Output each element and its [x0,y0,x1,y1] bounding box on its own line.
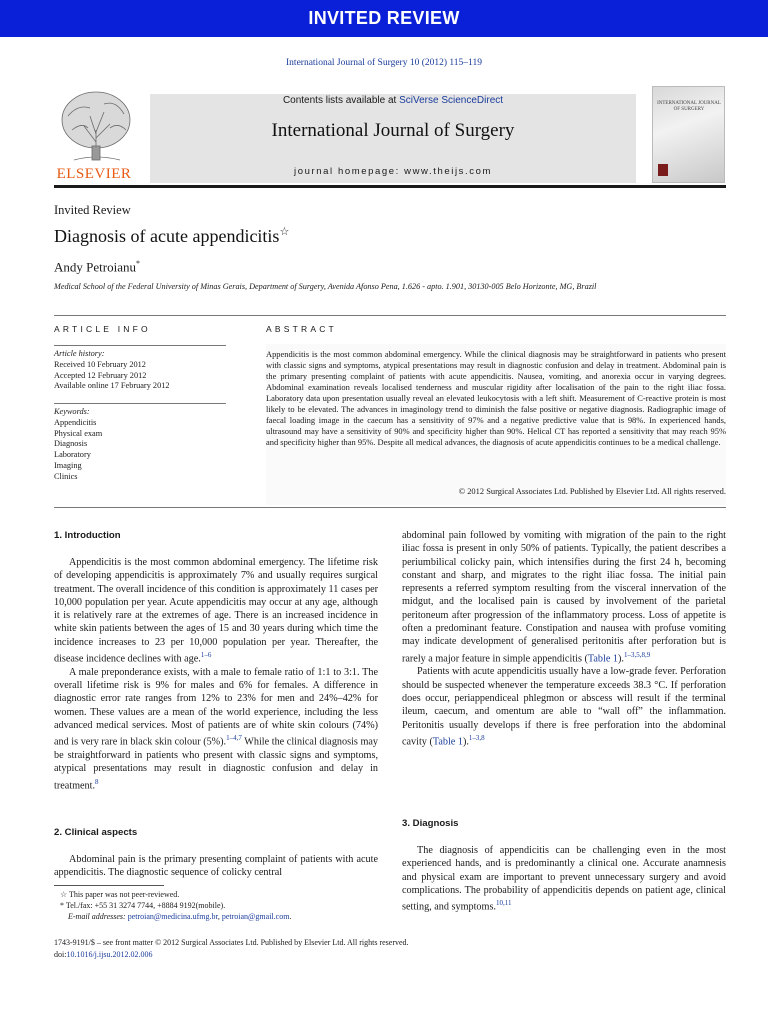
abstract-copyright: © 2012 Surgical Associates Ltd. Published by Elsevier Ltd. All rights reserved. [458,486,726,496]
abstract-heading: ABSTRACT [266,324,337,334]
email-end: . [289,912,292,921]
clinical-paragraph-1: Abdominal pain is the primary presenting complaint of patients with acute appendicitis. The diagnostic sequence of colicky central [54,854,378,879]
journal-title-panel [150,94,636,183]
article-title [54,225,289,247]
author-name: Andy Petroianu [54,259,136,275]
cover-title: INTERNATIONAL JOURNAL OF SURGERY [657,101,721,112]
page-footer [54,937,409,961]
right-p1-text: abdominal pain followed by vomiting with migration of the pain to the right iliac fossa is present in only 50% of patients. Typically, the patient describes a periumbilical colicky pain, which intensifies during the first 24 h, becoming constant and sharp, and migrates to the right iliac fossa. The initial pain represents a referred symptom resulting from the visceral innervation of the midgut, and the localised pain is caused by involvement of the parietal peritoneum after progression of the inflammatory process. Loss of appetite is often a predominant feature. Constipation and nausea with profuse vomiting may indicate development of generalised peritonitis after perforation but is rarely a major feature in simple appendicitis ( [402,530,726,665]
footnote-mark: * [60,901,64,910]
right-paragraph-2 [402,665,726,748]
footnote-peer-review [60,889,291,900]
author-line [54,259,140,275]
author-footnote-mark[interactable]: * [135,259,140,268]
accepted-date: Accepted 12 February 2012 [54,370,147,380]
keyword-item: Appendicitis [54,417,97,427]
keyword-item: Diagnosis [54,439,88,449]
contents-availability [150,95,636,106]
keyword-item: Clinics [54,471,78,481]
diagnosis-heading: 3. Diagnosis [402,818,459,829]
citation-ref[interactable]: 1–3,5,8,9 [623,650,651,659]
footnote-divider [54,885,164,886]
table-1-link[interactable]: Table 1 [587,653,618,665]
article-history [54,349,170,392]
sciverse-link[interactable]: SciVerse ScienceDirect [399,95,504,106]
footnote-text: Tel./fax: +55 31 3274 7744, +8884 9192(mobile). [65,901,226,910]
online-date: Available online 17 February 2012 [54,381,170,391]
email-link[interactable]: petroian@medicina.ufmg.br [127,912,218,921]
diagnosis-p1-text: The diagnosis of appendicitis can be challenging even in the most experienced hands, and is predominantly a clinical one. Accurate anamnesis and physical exam are important to prevent unnecessary surgery and avoid complications. The probability of appendicitis depends on patient age, clinical setting, and symptoms. [402,845,726,913]
doi-label: doi: [54,950,67,959]
footnote-contact [60,900,291,911]
intro-paragraph-2 [54,666,378,792]
email-link[interactable]: petroian@gmail.com [221,912,290,921]
issn-line: 1743-9191/$ – see front matter © 2012 Surgical Associates Ltd. Published by Elsevier Ltd. All rights reserved. [54,938,409,947]
introduction-text [54,556,378,792]
footnote-mark: ☆ [60,890,68,899]
received-date: Received 10 February 2012 [54,359,146,369]
introduction-heading: 1. Introduction [54,530,121,541]
table-1-link[interactable]: Table 1 [432,736,463,748]
email-label: E-mail addresses: [68,912,126,921]
article-title-text: Diagnosis of acute appendicitis [54,226,280,246]
clinical-aspects-heading: 2. Clinical aspects [54,827,138,838]
journal-citation[interactable]: International Journal of Surgery 10 (2012) 115–119 [286,58,482,68]
invited-review-banner: INVITED REVIEW [0,0,768,37]
abstract-divider-bottom [54,507,726,508]
article-section: Invited Review [54,203,131,217]
header-divider [54,185,726,188]
right-p2-end: ). [462,736,469,748]
intro-p2-cont: While the clinical diagnosis may be straightforward in patients who present with classic signs and symptoms, atypical presentations may result in diagnostic confusion and delay in treatment. [54,736,378,791]
keyword-item: Laboratory [54,450,91,460]
journal-title: International Journal of Surgery [271,120,515,141]
footnote-emails [60,911,291,922]
journal-cover-image [652,86,725,183]
article-info-divider [54,345,226,346]
keyword-item: Imaging [54,460,82,470]
right-p1-end: ). [617,653,624,665]
citation-ref[interactable]: 1–6 [200,651,212,660]
right-p2-text: Patients with acute appendicitis usually have a low-grade fever. Perforation should be suspected whenever the temperature exceeds 38.3 °C. If perforation does occur, periappendiceal phlegmon or abscess will result if the terminal ileum, caecum, and omentum are able to “wall off” the inflammation. Peritonitis usually develops if there is free perforation into the abdominal cavity ( [402,666,726,748]
cover-logo-icon [658,164,668,176]
title-footnote-mark[interactable]: ☆ [279,226,290,238]
keywords-block [54,407,102,483]
contents-prefix: Contents lists available at [282,95,400,106]
author-affiliation: Medical School of the Federal University of Minas Gerais, Department of Surgery, Avenida Afonso Pena, 1.626 - apto. 1.901, 30130-005 Belo Horizonte, MG, Brazil [54,282,597,291]
right-column-text [402,529,726,749]
right-paragraph-1 [402,529,726,665]
diagnosis-paragraph-1 [402,844,726,914]
journal-homepage[interactable]: journal homepage: www.theijs.com [294,166,492,177]
intro-p1-text: Appendicitis is the most common abdominal emergency. The lifetime risk of developing appendicitis is approximately 7% and usually requires surgical treatment. The overall incidence of this condition is approximately 11 cases per 10,000 population per year. Acute appendicitis may occur at any age, although it is relatively rare at the extremes of age. There is an increased incidence in white skin patients between the ages of 15 and 30 years during which time the incidence increases to 23 per 10,000 population per year. Thereafter, the disease incidence declines with age. [54,557,378,665]
affiliation-divider [54,315,726,316]
keyword-item: Physical exam [54,428,103,438]
history-label: Article history: [54,349,105,358]
keywords-label: Keywords: [54,407,90,416]
email-separator: , [217,912,222,921]
doi-line [54,949,409,961]
citation-ref[interactable]: 10,11 [495,899,512,908]
diagnosis-text [402,844,726,914]
abstract-text: Appendicitis is the most common abdominal emergency. While the clinical diagnosis may be straightforward in patients who present with classic signs and symptoms, atypical presentations may result in diagnostic confusion and delay in treatment. Abdominal pain is the primary presenting complaint of patients with acute appendicitis. Nausea, vomiting, and anorexia occur in varying degrees. Abdominal examination reveals localised tenderness and muscular rigidity after localisation of the pain to the right iliac fossa. Laboratory data upon presentation usually reveal an elevated leukocytosis with a left shift. Measurement of C-reactive protein is most likely to be elevated. The advances in imaginology trend to diminish the false positive or negative diagnosis. Radiographic image of faecal loading image in the caecum has a sensitivity of 97% and a negative predictive value that is 98%. In experienced hands, ultrasound may have a sensitivity of 90% and specificity higher than 90%. Helical CT has reported a sensitivity that may reach 95% and specificity higher than 95%. Despite all medical advances, the diagnosis of acute appendicitis continues to be a medical challenge. [266,349,726,447]
clinical-aspects-text [54,853,378,880]
elsevier-wordmark: ELSEVIER [56,166,132,182]
footnotes [60,889,291,922]
doi-link[interactable]: 10.1016/j.ijsu.2012.02.006 [66,950,153,959]
intro-p2-text: A male preponderance exists, with a male to female ratio of 1:1 to 3:1. The overall lifetime risk is 9% for males and 6% for females. A difference in diagnostic error rate ranges from 12% to 23% for men and 24%–42% for women. These values are a mean of the world experience, including the less advanced medical services. Most of patients are of white skin colours (74%) and is very rare in black skin colour (5%). [54,666,378,748]
footnote-text: This paper was not peer-reviewed. [69,890,180,899]
citation-ref[interactable]: 8 [95,777,99,786]
intro-paragraph-1 [54,556,378,666]
keywords-divider [54,403,226,404]
citation-ref[interactable]: 1–3,8 [468,733,485,742]
citation-ref[interactable]: 1–4,7 [226,734,242,743]
journal-header [54,86,726,184]
article-info-heading: ARTICLE INFO [54,324,151,334]
